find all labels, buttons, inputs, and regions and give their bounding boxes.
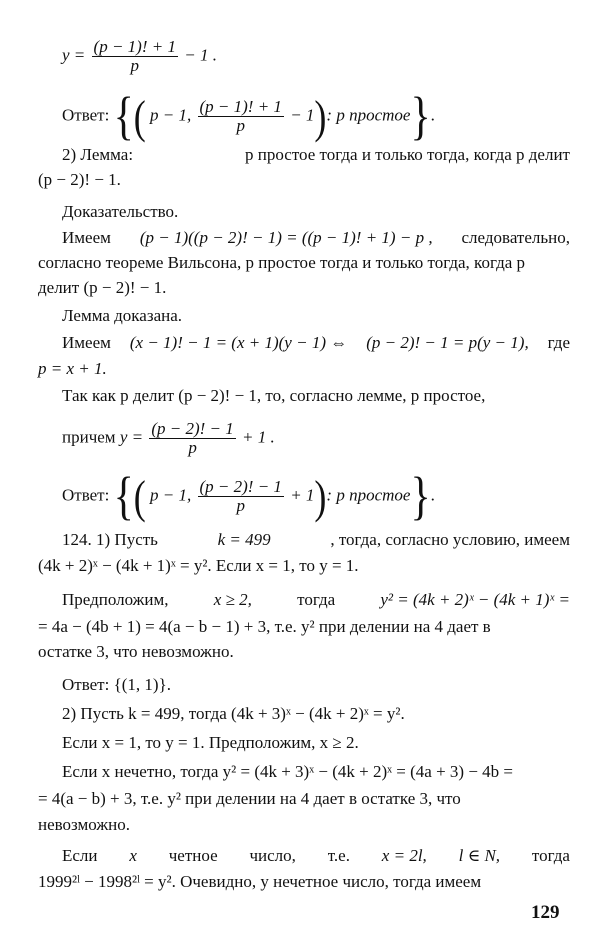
proof-heading: Доказательство. [62,202,179,221]
answer-1: Ответ: {( p − 1, $\frac{(p - 1)! + 1}{p}$ − 1): p простое}. [62,87,435,146]
problem-124-line-1: 124. 1) Пусть k = 499 , тогда, согласно условию, имеем [62,530,570,549]
problem-124-line-2: (4k + 2)ˣ − (4k + 1)ˣ = y². Если x = 1, то y = 1. [38,556,359,575]
proof-line-2: согласно теореме Вильсона, p простое тогда и только тогда, когда p [38,253,526,272]
proof-line-6: Так как p делит (p − 2)! − 1, то, согласно лемме, p простое, [62,386,486,405]
problem-124-line-5: остатке 3, что невозможно. [38,642,234,661]
lemma-line-1: 2) Лемма: p простое тогда и только тогда, когда p делит [62,145,570,164]
formula-text: − 1 . [184,45,217,65]
fraction: $\frac{(p - 2)! - 1}{p}$ [151,419,234,457]
proof-line-3: делит (p − 2)! − 1. [38,278,167,297]
fraction: $\frac{(p - 2)! - 1}{p}$ [199,477,282,515]
answer-2: Ответ: {( p − 1, $\frac{(p - 2)! - 1}{p}$ + 1): p простое}. [62,467,435,526]
fraction: $\frac{(p - 1)! + 1}{p}$ [93,37,176,75]
lemma-proved: Лемма доказана. [62,306,183,325]
problem-124-part2-line-6: Если x четное число, т.е. x = 2l, l ∈ N, тогда [62,846,570,865]
page-number: 129 [531,902,560,923]
problem-124-line-3: Предположим, x ≥ 2, тогда y² = (4k + 2)ˣ − (4k + 1)ˣ = [62,590,570,609]
proof-line-5: p = x + 1. [38,359,107,378]
lemma-line-2: (p − 2)! − 1. [38,170,121,189]
problem-124-part2-line-5: невозможно. [38,815,130,834]
problem-124-part2-line-7: 1999²ˡ − 1998²ˡ = y². Очевидно, y нечетное число, тогда имеем [38,872,482,891]
proof-line-4: Имеем (x − 1)! − 1 = (x + 1)(y − 1) ⇔ (p − 2)! − 1 = p(y − 1), где [62,333,570,352]
problem-124-part2-line-3: Если x нечетно, тогда y² = (4k + 3)ˣ − (4k + 2)ˣ = (4a + 3) − 4b = [62,762,514,781]
formula-text: y = [62,45,86,65]
formula-y-1 [62,38,600,75]
proof-line-1: Имеем (p − 1)((p − 2)! − 1) = ((p − 1)! + 1) − p , следовательно, [62,228,570,247]
answer-3: Ответ: {(1, 1)}. [62,675,171,694]
problem-124-line-4: = 4a − (4b + 1) = 4(a − b − 1) + 3, т.е. y² при делении на 4 дает в [38,617,491,636]
problem-124-part2-line-4: = 4(a − b) + 3, т.е. y² при делении на 4 дает в остатке 3, что [38,789,461,808]
fraction: $\frac{(p - 1)! + 1}{p}$ [199,97,282,135]
formula-y-2: причем y = $\frac{(p - 2)! - 1}{p}$ + 1 . [62,419,275,457]
problem-124-part2-line-1: 2) Пусть k = 499, тогда (4k + 3)ˣ − (4k + 2)ˣ = y². [62,704,405,723]
problem-124-part2-line-2: Если x = 1, то y = 1. Предположим, x ≥ 2. [62,733,359,752]
